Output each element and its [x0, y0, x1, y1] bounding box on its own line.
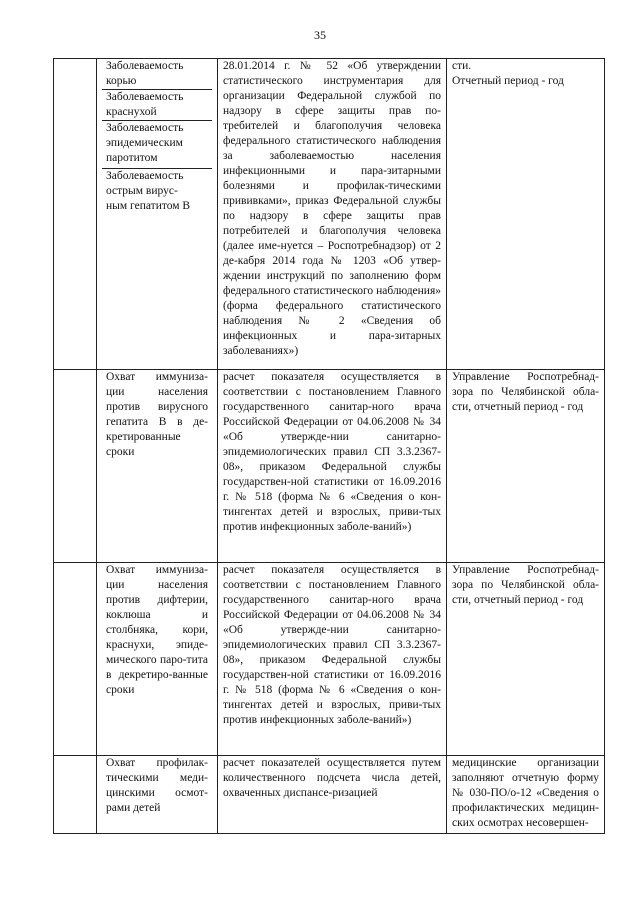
indicator-rubella: Заболеваемость краснухой — [102, 90, 212, 121]
table-cell-calculation: 28.01.2014 г. № 52 «Об утверждении статистического инструментария для организации Федеральной службой по надзору в сфере защиты прав по-требителей и благополучия человека федерального статистического наблюдения за заболеваемостью населения инфекционными и пара-зитарными болезнями и профилак-тическими прививками», приказ Федеральной службы по надзору в сфере защиты прав потребителей и благополучия человека (далее име-нуется – Роспотребнадзор) от 2 де-кабря 2014 года № 1203 «Об утвер-ждении инструкций по заполнению форм федерального статистического наблюдения» (форма федерального статистического наблюдения № 2 «Сведения об инфекционных и пара-зитарных заболеваниях») — [218, 59, 447, 370]
table-row — [54, 563, 605, 756]
indicator-measles: Заболеваемость корью — [102, 59, 212, 90]
table-cell-number — [54, 563, 97, 756]
table-cell-calculation: расчет показателей осуществляется путем количественного подсчета числа детей, охваченных диспансе-ризацией — [218, 756, 447, 834]
table-row — [54, 59, 605, 370]
indicators-table — [53, 58, 605, 834]
indicator-hepatitis-b-vaccination: Охват иммуниза-ции населения против вирусного гепатита В в де-кретированные сроки — [106, 371, 208, 458]
table-cell-indicator — [97, 563, 218, 756]
table-cell-number — [54, 370, 97, 563]
table-cell-indicator — [97, 59, 218, 370]
indicator-mumps: Заболеваемость эпидемическим паротитом — [102, 121, 212, 169]
table-cell-number — [54, 756, 97, 834]
indicator-preventive-exams: Охват профилак-тическими меди-цинскими осмот-рами детей — [106, 757, 208, 814]
table-cell-indicator — [97, 756, 218, 834]
table-cell-source: медицинские организации заполняют отчетную форму № 030-ПО/о-12 «Сведения о профилактических медицин-ских осмотрах несовершен- — [447, 756, 605, 834]
table-cell-calculation: расчет показателя осуществляется в соответствии с постановлением Главного государственного санитар-ного врача Российской Федерации от 04.06.2008 № 34 «Об утвержде-нии санитарно-эпидемиологических правил СП 3.3.2367-08», приказом Федеральной службы государствен-ной статистики от 16.09.2016 г. № 518 (форма № 6 «Сведения о кон-тингентах детей и взрослых, приви-тых против инфекционных заболе-ваний») — [218, 563, 447, 756]
table-cell-source: сти. Отчетный период - год — [447, 59, 605, 370]
table-cell-source: Управление Роспотребнад-зора по Челябинской обла-сти, отчетный период - год — [447, 370, 605, 563]
table-cell-number — [54, 59, 97, 370]
table-row — [54, 756, 605, 834]
indicator-hepatitis-b: Заболеваемость острым вирус- ным гепатитом В — [106, 170, 191, 212]
table-cell-indicator — [97, 370, 218, 563]
table-row — [54, 370, 605, 563]
page-number: 35 — [314, 28, 326, 42]
indicator-dtp-mmr-vaccination: Охват иммуниза-ции населения против дифтерии, коклюша и столбняка, кори, краснухи, эпиде-мического паро-тита в декретиро-ванные сроки — [106, 564, 208, 696]
table-cell-source: Управление Роспотребнад-зора по Челябинской обла-сти, отчетный период - год — [447, 563, 605, 756]
table-cell-calculation: расчет показателя осуществляется в соответствии с постановлением Главного государственного санитар-ного врача Российской Федерации от 04.06.2008 № 34 «Об утвержде-нии санитарно-эпидемиологических правил СП 3.3.2367-08», приказом Федеральной службы государствен-ной статистики от 16.09.2016 г. № 518 (форма № 6 «Сведения о кон-тингентах детей и взрослых, приви-тых против инфекционных заболе-ваний») — [218, 370, 447, 563]
